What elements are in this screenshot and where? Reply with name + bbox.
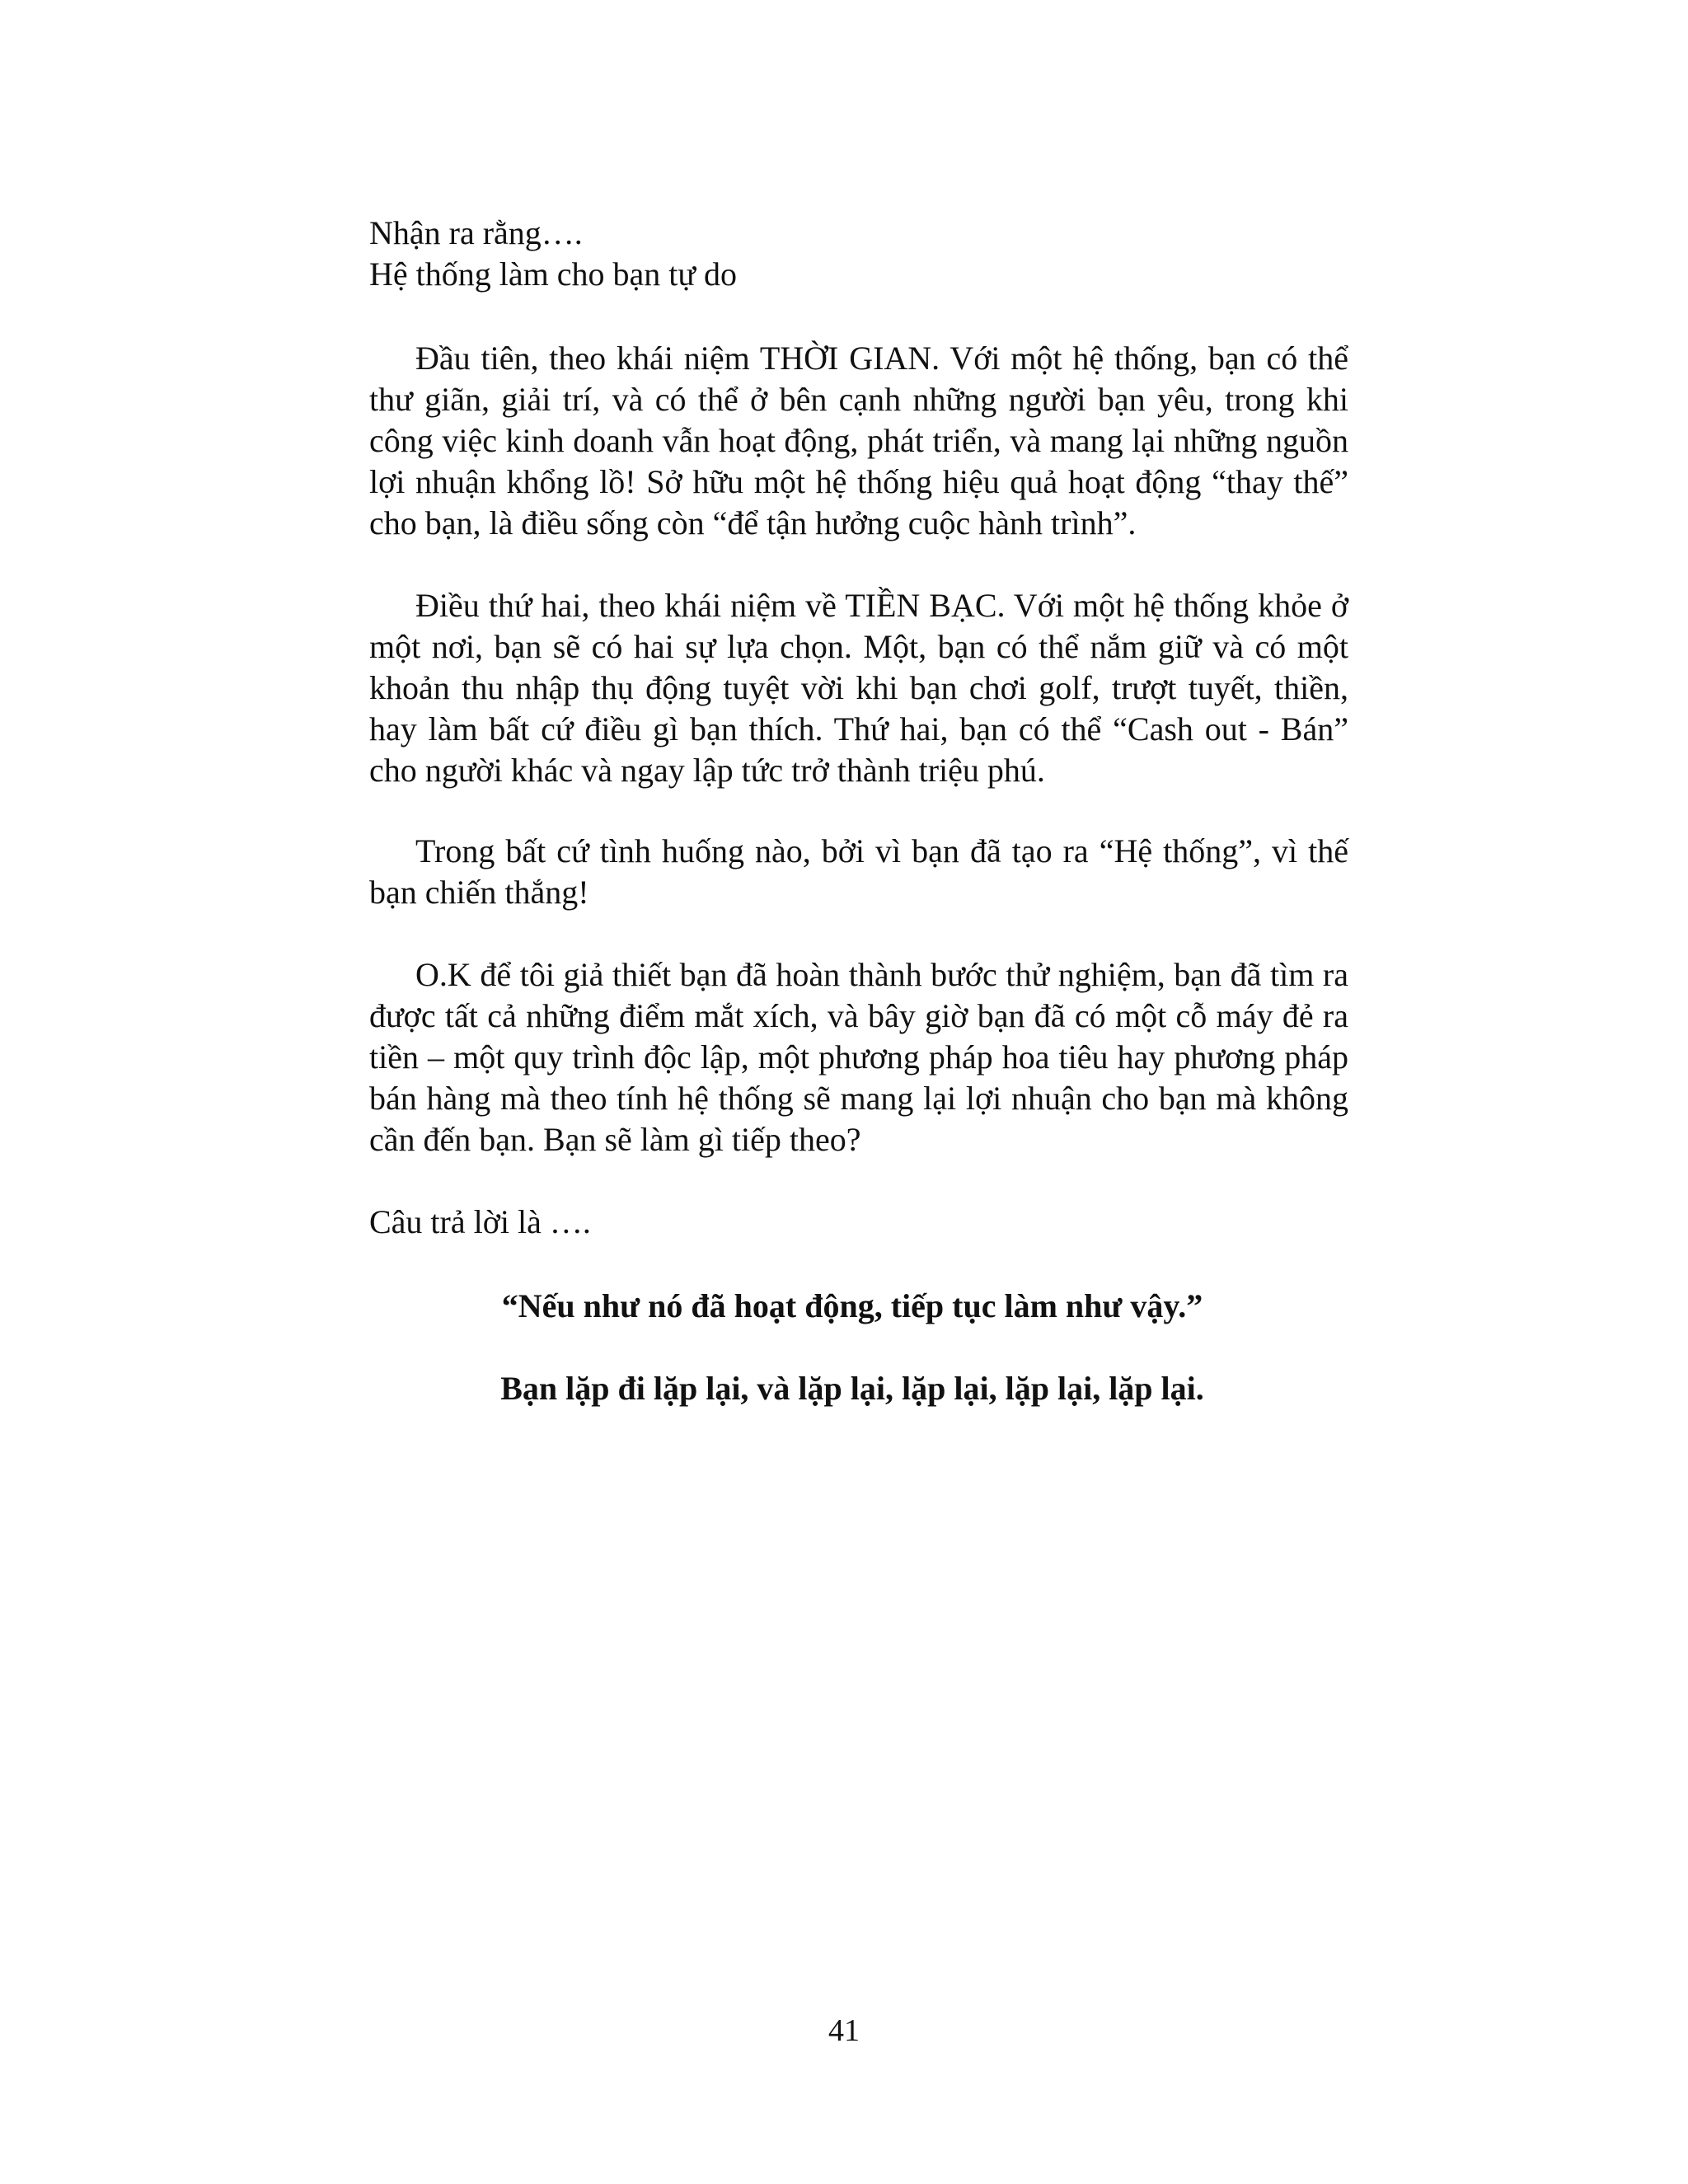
paragraph-next-step: O.K để tôi giả thiết bạn đã hoàn thành bước thử nghiệm, bạn đã tìm ra được tất cả những điểm mắt xích, và bây giờ bạn đã có một cỗ máy đẻ ra tiền – một quy trình độc lập, một phương pháp hoa tiêu hay phương pháp bán hàng mà theo tính hệ thống sẽ mang lại lợi nhuận cho bạn mà không cần đến bạn. Bạn sẽ làm gì tiếp theo? (369, 956, 1348, 1158)
paragraph-time: Đầu tiên, theo khái niệm THỜI GIAN. Với một hệ thống, bạn có thể thư giãn, giải trí, và có thể ở bên cạnh những người bạn yêu, trong khi công việc kinh doanh vẫn hoạt động, phát triển, và mang lại những nguồn lợi nhuận khổng lồ! Sở hữu một hệ thống hiệu quả hoạt động “thay thế” cho bạn, là điều sống còn “để tận hưởng cuộc hành trình”. (369, 340, 1348, 541)
intro-line-2: Hệ thống làm cho bạn tự do (369, 255, 738, 293)
bold-repeat: Bạn lặp đi lặp lại, và lặp lại, lặp lại, lặp lại, lặp lại. (500, 1370, 1204, 1407)
intro-block (369, 213, 1348, 295)
answer-lead: Câu trả lời là …. (369, 1203, 591, 1240)
intro-line-1: Nhận ra rằng…. (369, 214, 583, 251)
paragraph-money: Điều thứ hai, theo khái niệm về TIỀN BẠC. Với một hệ thống khỏe ở một nơi, bạn sẽ có hai sự lựa chọn. Một, bạn có thể nắm giữ và có một khoản thu nhập thụ động tuyệt vời khi bạn chơi golf, trượt tuyết, thiền, hay làm bất cứ điều gì bạn thích. Thứ hai, bạn có thể “Cash out - Bán” cho người khác và ngay lập tức trở thành triệu phú. (369, 587, 1348, 789)
bold-quote: “Nếu như nó đã hoạt động, tiếp tục làm như vậy.” (501, 1287, 1203, 1324)
paragraph-win: Trong bất cứ tình huống nào, bởi vì bạn đã tạo ra “Hệ thống”, vì thế bạn chiến thắng! (369, 832, 1348, 911)
page-number: 41 (828, 2013, 860, 2048)
